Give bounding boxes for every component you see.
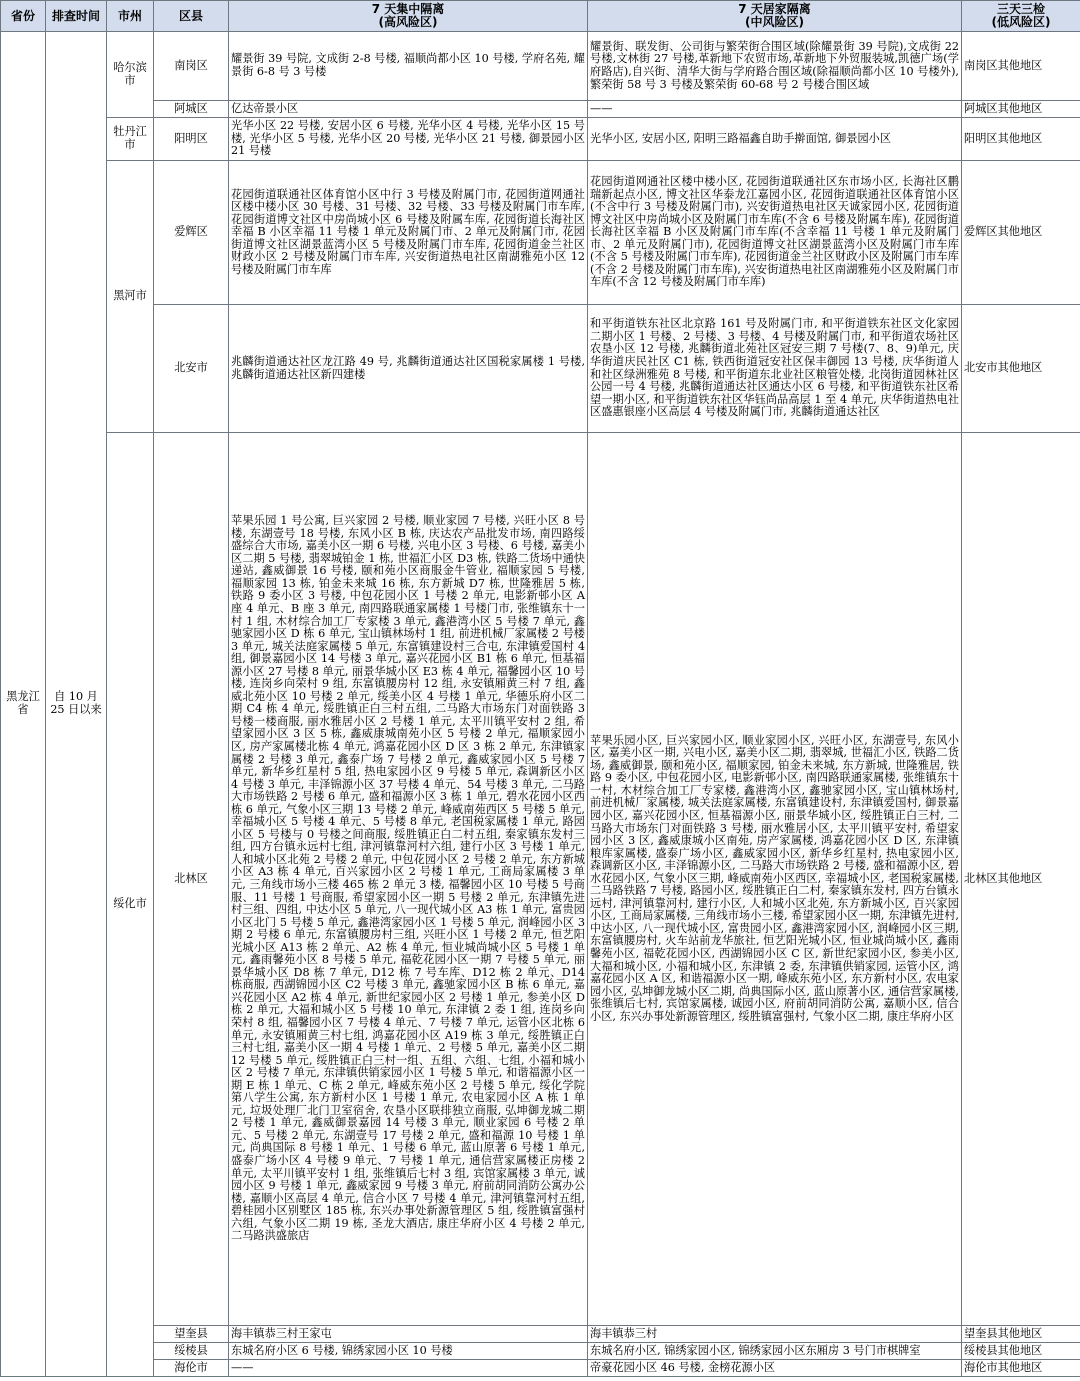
header-low-risk <box>962 1 1080 32</box>
low-risk-cell: 绥棱县其他地区 <box>962 1343 1080 1360</box>
table-row <box>1 101 1080 118</box>
table-row <box>1 305 1080 433</box>
county-cell: 南岗区 <box>154 32 229 101</box>
mid-risk-cell: 海丰镇恭三村 <box>588 1326 962 1343</box>
header-row <box>1 1 1080 32</box>
high-risk-cell: 海丰镇恭三村王家屯 <box>229 1326 588 1343</box>
county-cell: 北林区 <box>154 433 229 1326</box>
high-risk-cell: 兆麟街道通达社区龙江路 49 号, 兆麟街道通达社区国税家属楼 1 号楼, 兆麟街道通达社区新四建楼 <box>229 305 588 433</box>
county-cell: 绥棱县 <box>154 1343 229 1360</box>
table-row <box>1 1360 1080 1377</box>
header-time: 排查时间 <box>46 1 107 32</box>
mid-risk-cell: —— <box>588 101 962 118</box>
high-risk-cell: 苹果乐园 1 号公寓, 巨兴家园 2 号楼, 顺业家园 7 号楼, 兴旺小区 8 号楼, 东湖壹号 18 号楼, 东风小区 B 栋, 庆达农产品批发市场, 南四路绥盛综合大市场, 嘉美小区一期 6 号楼, 兴电小区 3 号楼、6 号楼, 嘉美小区二期 5 号楼, 翡翠城铂金 1 栋, 世福汇小区 D3 栋, 铁路二货场中通快递站, 鑫威御景 16 号楼, 颐和苑小区商服金牛管业, 福顺家园 5 号楼, 福顺家园 13 栋, 铂金未来城 16 栋, 东方新城 D7 栋, 世隆雅居 5 栋, 铁路 9 委小区 3 号楼, 中包花园小区 1 号楼 2 单元, 电影新邨小区 A 座 4 单元、B 座 3 单元, 南四路联通家属楼 1 号楼门市, 张维镇东十一村 1 组, 木材综合加工厂专家楼 3 单元, 鑫港湾小区 5 号楼 7 单元, 鑫驰家园小区 D 栋 6 单元, 宝山镇林场村 1 组, 前进机械厂家属楼 2 号楼 3 单元, 城关法庭家属楼 5 单元, 东富镇建设村三合屯, 东津镇爱国村 4 组, 御景嘉园小区 14 号楼 3 单元, 嘉兴花园小区 B1 栋 6 单元, 恒基福源小区 27 号楼 8 单元, 丽景华城小区 E3 栋 4 单元, 福馨园小区 10 号楼, 连岗乡向荣村 9 组, 东富镇腰房村 12 组, 永安镇厢黄三村 7 组, 鑫威北苑小区 10 号楼 2 单元, 绥美小区 4 号楼 1 单元, 华德乐府小区二期 C4 栋 4 单元, 绥胜镇正白三村五组, 二马路大市场东门对面铁路 3 号楼一楼商服, 丽水雅居小区 2 号楼 1 单元, 太平川镇平安村 2 组, 希望家园小区 3 区 5 栋, 鑫威康城南苑小区 5 号楼 2 单元, 福顺家园小区, 房产家属楼北栋 4 单元, 鸿嘉花园小区 D 区 3 栋 2 单元, 东津镇家属楼 2 号楼 3 单元, 鑫泰广场 7 号楼 2 单元, 鑫威家园小区 5 号楼 7 单元, 新华乡红星村 5 组, 热电家园小区 9 号楼 5 单元, 森调新区小区 4 号楼 3 单元, 丰泽锦源小区 37 号楼 4 单元、54 号楼 3 单元, 二马路大市场铁路 2 号楼 6 单元, 盛和福源小区 3 栋 1 单元, 碧水花园小区西栋 6 单元, 气象小区三期 13 号楼 2 单元, 峰威南苑西区 5 号楼 5 单元, 幸福城小区 5 号楼 4 单元、5 号楼 8 单元, 老国税家属楼 1 单元, 路园小区 5 号楼与 0 号楼之间商服, 绥胜镇正白二村五组, 秦家镇东发村三组, 四方台镇永远村七组, 津河镇靠河村六组, 建行小区 3 号楼 1 单元, 人和城小区北苑 2 号楼 2 单元, 中包花园小区 2 号楼 2 单元, 东方新城小区 A3 栋 4 单元, 百兴家园小区 2 号楼 1 单元, 工商局家属楼 3 单元, 三角线市场小三楼 465 栋 2 单元 3 楼, 福馨园小区 10 号楼 5 号商服、11 号楼 1 号商服, 希望家园小区一期 5 号楼 2 单元, 东津镇先进村三组、四组, 中达小区 5 单元, 八一现代城小区 A3 栋 1 单元, 富贵园小区北门 5 号楼 5 单元, 鑫港湾家园小区 1 号楼 5 单元, 润峰园小区 3 期 2 号楼 6 单元, 东富镇腰房村三组, 兴旺小区 1 号楼 2 单元, 恒艺阳光城小区 A13 栋 2 单元、A2 栋 4 单元, 恒业城尚城小区 5 号楼 1 单元, 鑫雨馨苑小区 8 号楼 5 单元, 福乾花园小区一期 7 号楼 5 单元, 丽景华城小区 D8 栋 7 单元, D12 栋 7 号车库、D12 栋 2 单元、D14 栋商服, 西湖锦园小区 C2 号楼 3 单元, 鑫驰家园小区 B 栋 6 单元, 嘉兴花园小区 A2 栋 4 单元, 新世纪家园小区 2 号楼 1 单元, 参美小区 D 栋 2 单元, 大福和城小区 5 号楼 10 单元, 东津镇 2 委 1 组, 连岗乡向荣村 8 组, 福馨园小区 7 号楼 4 单元、7 号楼 7 单元, 运管小区北栋 6 单元, 永安镇厢黄三村七组, 鸿嘉花园小区 A19 栋 3 单元, 绥胜镇正白三村七组, 嘉美小区一期 4 号楼 1 单元、2 号楼 5 单元, 嘉美小区二期 12 号楼 5 单元, 绥胜镇正白三村一组、五组、六组、七组, 小福和城小区 2 号楼 7 单元, 东津镇供销家园小区 1 号楼 5 单元, 和谐福源小区一期 E 栋 1 单元、C 栋 2 单元, 峰威东苑小区 2 号楼 5 单元, 绥化学院第八学生公寓, 东方新村小区 1 号楼 1 单元, 农电家园小区 A 栋 1 单元, 垃圾处理厂北门卫室宿舍, 农垦小区联排独立商服, 弘坤御龙城二期 2 号楼 1 单元, 鑫威御景嘉园 14 号楼 3 单元, 顺业家园 6 号楼 2 单元、5 号楼 2 单元, 东湖壹号 17 号楼 2 单元, 盛和福源 10 号楼 1 单元, 尚典国际 8 号楼 1 单元、1 号楼 6 单元, 蓝山原著 6 号楼 1 单元, 盛泰广场小区 4 号楼 9 单元、7 号楼 1 单元, 通信营家属楼正房楼 2 单元, 太平川镇平安村 1 组, 张维镇后七村 3 组, 宾馆家属楼 3 单元, 诚园小区 9 号楼 1 单元, 鑫威家园 9 号楼 3 单元, 府前胡同消防公寓办公楼, 嘉顺小区高层 4 单元, 信合小区 7 号楼 4 单元, 津河镇靠河村五组, 碧桂园小区别墅区 185 栋, 东兴办事处新源管理区 5 组, 绥胜镇富强村六组, 气象小区二期 19 栋, 圣龙大酒店, 康庄华府小区 4 号楼 2 单元, 二马路洪盛旅店 <box>229 433 588 1326</box>
low-risk-cell: 海伦市其他地区 <box>962 1360 1080 1377</box>
mid-risk-cell: 耀景街、联发街、公司街与繁荣街合围区域(除耀景街 39 号院),文成街 22 号楼,文林街 27 号楼,革新地下农贸市场,革新地下外贸服装城,凯德广场(学府路店),自兴街、清华大街与学府路合围区域(除福顺尚都小区 10 号楼外),繁荣街 58 号 3 号楼及繁荣街 60-68 号 2 号楼合围区域 <box>588 32 962 101</box>
high-risk-cell: 东城名府小区 6 号楼, 锦绣家园小区 10 号楼 <box>229 1343 588 1360</box>
low-risk-cell: 爱辉区其他地区 <box>962 161 1080 305</box>
low-risk-cell: 阳明区其他地区 <box>962 118 1080 161</box>
header-high-line2: (高风险区) <box>378 15 438 29</box>
high-risk-cell: 光华小区 22 号楼, 安居小区 6 号楼, 光华小区 4 号楼, 光华小区 15 号楼, 光华小区 5 号楼, 光华小区 20 号楼, 光华小区 21 号楼, 御景园小区 21 号楼 <box>229 118 588 161</box>
header-low-line2: (低风险区) <box>991 15 1051 29</box>
table-row <box>1 118 1080 161</box>
county-cell: 望奎县 <box>154 1326 229 1343</box>
low-risk-cell: 北安市其他地区 <box>962 305 1080 433</box>
header-mid-line2: (中风险区) <box>745 15 804 29</box>
table-row <box>1 1326 1080 1343</box>
county-cell: 阿城区 <box>154 101 229 118</box>
low-risk-cell: 望奎县其他地区 <box>962 1326 1080 1343</box>
table-row <box>1 1343 1080 1360</box>
city-cell-mudanjiang: 牡丹江市 <box>107 118 154 161</box>
mid-risk-cell: 帝豪花园小区 46 号楼, 金榜花源小区 <box>588 1360 962 1377</box>
mid-risk-cell: 苹果乐园小区, 巨兴家园小区, 顺业家园小区, 兴旺小区, 东湖壹号, 东风小区, 嘉美小区一期, 兴电小区, 嘉美小区二期, 翡翠城, 世福汇小区, 铁路二货场, 鑫威御景, 颐和苑小区, 福顺家园, 铂金未来城, 东方新城, 世隆雅居, 铁路 9 委小区, 中包花园小区, 电影新邨小区, 南四路联通家属楼, 张维镇东十一村, 木材综合加工厂专家楼, 鑫港湾小区, 鑫驰家园小区, 宝山镇林场村, 前进机械厂家属楼, 城关法庭家属楼, 东富镇建设村, 东津镇爱国村, 御景嘉园小区, 嘉兴花园小区, 恒基福源小区, 丽景华城小区, 绥胜镇正白三村, 二马路大市场东门对面铁路 3 号楼, 丽水雅居小区, 太平川镇平安村, 希望家园小区 3 区, 鑫威康城小区南苑, 房产家属楼, 鸿嘉花园小区 D 区, 东津镇粮库家属楼, 盛泰广场小区, 鑫威家园小区, 新华乡红星村, 热电家园小区, 森调新区小区, 丰泽锦源小区, 二马路大市场铁路 2 号楼, 盛和福源小区, 碧水花园小区, 气象小区三期, 峰威南苑小区西区, 幸福城小区, 老国税家属楼, 二马路铁路 7 号楼, 路园小区, 绥胜镇正白二村, 秦家镇东发村, 四方台镇永远村, 津河镇靠河村, 建行小区, 人和城小区北苑, 东方新城小区, 百兴家园小区, 工商局家属楼, 三角线市场小三楼, 希望家园小区一期, 东津镇先进村, 中达小区, 八一现代城小区, 富贵园小区, 鑫港湾家园小区, 润峰园小区三期, 东富镇腰房村, 火车站前龙华旅社, 恒艺阳光城小区, 恒业城尚城小区, 鑫雨馨苑小区, 福乾花园小区, 西湖锦园小区 C 区, 新世纪家园小区, 参美小区, 大福和城小区, 小福和城小区, 东津镇 2 委, 东津镇供销家园, 运管小区, 鸿嘉花园小区 A 区, 和谐福源小区一期, 峰威东苑小区, 东方新村小区, 农电家园小区, 弘坤御龙城小区二期, 尚典国际小区, 蓝山原著小区, 通信营家属楼, 张维镇后七村, 宾馆家属楼, 诚园小区, 府前胡同消防公寓, 嘉顺小区, 信合小区, 东兴办事处新源管理区, 绥胜镇富强村, 气象小区二期, 康庄华府小区 <box>588 433 962 1326</box>
mid-risk-cell: 东城名府小区, 锦绣家园小区, 锦绣家园小区东厢房 3 号门市棋牌室 <box>588 1343 962 1360</box>
header-province: 省份 <box>1 1 46 32</box>
county-cell: 爱辉区 <box>154 161 229 305</box>
mid-risk-cell: 和平街道铁东社区北京路 161 号及附属门市, 和平街道铁东社区文化家园二期小区 1 号楼、2 号楼、3 号楼、4 号楼及附属门市, 和平街道农场社区农垦小区 12 号楼, 兆麟街道北苑社区冠安三期 7 号楼(7、8、9)单元, 庆华街道庆民社区 C1 栋, 铁西街道冠安社区保丰御园 13 号楼, 庆华街道人和社区绿洲雅苑 8 号楼, 和平街道东北业社区粮管处楼, 北岗街道园林社区公园一号 4 号楼, 兆麟街道通达社区通达小区 6 号楼, 和平街道铁东社区希望一期小区, 和平街道铁东社区华钰尚品高层 1 至 4 单元, 庆华街道热电社区盛惠银座小区高层 4 号楼及附属门市, 兆麟街道通达社区 <box>588 305 962 433</box>
city-cell-harbin: 哈尔滨市 <box>107 32 154 118</box>
header-low-line1: 三天三检 <box>996 2 1045 16</box>
low-risk-cell: 南岗区其他地区 <box>962 32 1080 101</box>
low-risk-cell: 阿城区其他地区 <box>962 101 1080 118</box>
mid-risk-cell: 花园街道网通社区楼中楼小区, 花园街道联通社区东市场小区, 长海社区鹏瑞新起点小区, 博文社区华泰龙江嘉园小区, 花园街道联通社区体育馆小区(不含中行 3 号楼及附属门市), 兴安街道热电社区天诚家园小区, 花园街道博文社区中房尚城小区及附属门市车库(不含 6 号楼及附属车库), 花园街道长海社区幸福 B 小区及附属门市车库(不含幸福 11 号楼 1 单元及附属门市、2 单元及附属门市), 花园街道博文社区湖景蓝湾小区及附属门市车库(不含 5 号楼及附属门市车库), 花园街道金兰社区财政小区及附属门市车库(不含 2 号楼及附属门市车库), 兴安街道热电社区南湖雅苑小区及附属门市车库(不含 12 号楼及附属门市车库) <box>588 161 962 305</box>
header-mid-risk <box>588 1 962 32</box>
header-city: 市州 <box>107 1 154 32</box>
county-cell: 阳明区 <box>154 118 229 161</box>
mid-risk-cell: 光华小区, 安居小区, 阳明三路福鑫自助手擀面馆, 御景园小区 <box>588 118 962 161</box>
high-risk-cell: 花园街道联通社区体育馆小区中行 3 号楼及附属门市, 花园街道网通社区楼中楼小区 30 号楼、31 号楼、32 号楼、33 号楼及附属门市车库, 花园街道博文社区中房尚城小区 6 号楼及附属车库, 花园街道长海社区幸福 B 小区幸福 11 号楼 1 单元及附属门市、2 单元及附属门市, 花园街道博文社区湖景蓝湾小区 5 号楼及附属门市车库, 花园街道金兰社区财政小区 2 号楼及附属门市车库, 兴安街道热电社区南湖雅苑小区 12 号楼及附属门市车库 <box>229 161 588 305</box>
low-risk-cell: 北林区其他地区 <box>962 433 1080 1326</box>
city-cell-suihua: 绥化市 <box>107 433 154 1377</box>
table-row <box>1 161 1080 305</box>
high-risk-cell: —— <box>229 1360 588 1377</box>
county-cell: 北安市 <box>154 305 229 433</box>
county-cell: 海伦市 <box>154 1360 229 1377</box>
header-high-line1: 7 天集中隔离 <box>371 2 445 16</box>
table-row <box>1 433 1080 1326</box>
time-cell: 自 10 月 25 日以来 <box>46 32 107 1377</box>
header-county: 区县 <box>154 1 229 32</box>
header-mid-line1: 7 天居家隔离 <box>738 2 811 16</box>
high-risk-cell: 亿达帝景小区 <box>229 101 588 118</box>
province-cell: 黑龙江省 <box>1 32 46 1377</box>
header-high-risk <box>229 1 588 32</box>
table-row <box>1 32 1080 101</box>
high-risk-cell: 耀景街 39 号院, 文成街 2-8 号楼, 福顺尚都小区 10 号楼, 学府名苑, 耀景街 6-8 号 3 号楼 <box>229 32 588 101</box>
city-cell-heihe: 黑河市 <box>107 161 154 433</box>
